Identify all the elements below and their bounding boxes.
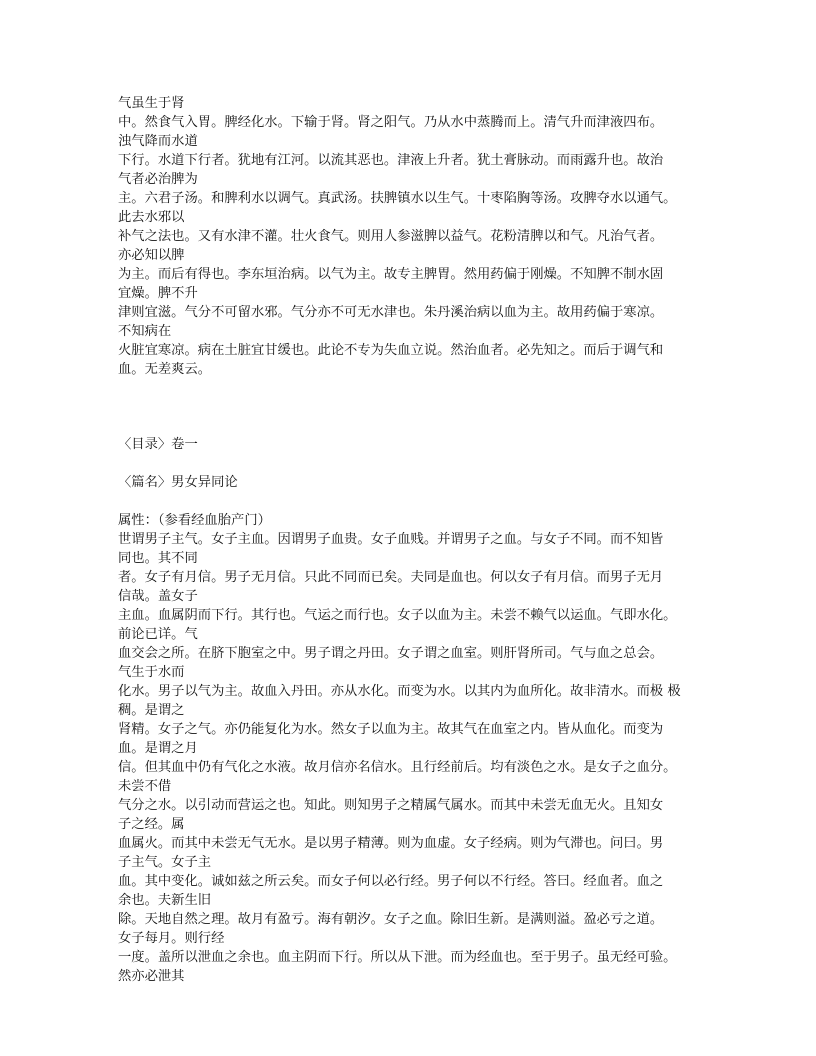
document-page <box>118 94 703 986</box>
text-line: 津则宜滋。气分不可留水邪。气分亦不可无水津也。朱丹溪治病以血为主。故用药偏于寒凉。 <box>118 305 664 320</box>
text-line: 信。但其血中仍有气化之水液。故月信亦名信水。且行经前后。均有淡色之水。是女子之血分。 <box>118 760 677 775</box>
text-line: 主血。血属阴而下行。其行也。气运之而行也。女子以血为主。未尝不赖气以运血。气即水化。 <box>118 608 677 623</box>
text-line: 女子每月。则行经 <box>118 931 225 946</box>
text-line: 中。然食气入胃。脾经化水。下输于肾。肾之阳气。乃从水中蒸腾而上。清气升而津液四布。 <box>118 115 664 130</box>
text-line: 气者必治脾为 <box>118 172 198 187</box>
text-line: 信哉。盖女子 <box>118 589 198 604</box>
text-line: 血属火。而其中未尝无气无水。是以男子精薄。则为血虚。女子经病。则为气滞也。问曰。男 <box>118 836 664 851</box>
text-line: 气分之水。以引动而营运之也。知此。则知男子之精属气属水。而其中未尝无血无火。且知女 <box>118 798 664 813</box>
section-male-female-treatise <box>118 530 703 986</box>
text-line: 化水。男子以气为主。故血入丹田。亦从水化。而变为水。以其内为血所化。故非清水。而极 极 <box>118 684 681 699</box>
chapter-title: 〈篇名〉男女异同论 <box>118 475 238 490</box>
text-line: 亦必知以脾 <box>118 248 185 263</box>
text-line: 主。六君子汤。和脾利水以调气。真武汤。扶脾镇水以生气。十枣陷胸等汤。攻脾夺水以通气。 <box>118 191 677 206</box>
text-line: 世谓男子主气。女子主血。因谓男子血贵。女子血贱。并谓男子之血。与女子不同。而不知皆 <box>118 532 664 547</box>
spacer <box>118 379 703 435</box>
text-line: 下行。水道下行者。犹地有江河。以流其恶也。津液上升者。犹土膏脉动。而雨露升也。故治 <box>118 153 664 168</box>
text-line: 同也。其不同 <box>118 551 198 566</box>
text-line: 气生于水而 <box>118 665 185 680</box>
text-line: 前论已详。气 <box>118 627 198 642</box>
text-line: 浊气降而水道 <box>118 134 198 149</box>
text-line: 血交会之所。在脐下胞室之中。男子谓之丹田。女子谓之血室。则肝肾所司。气与血之总会。 <box>118 646 664 661</box>
text-line: 者。女子有月信。男子无月信。只此不同而已矣。夫同是血也。何以女子有月信。而男子无月 <box>118 570 664 585</box>
catalog-label: 〈目录〉卷一 <box>118 437 198 452</box>
text-line: 血。其中变化。诚如兹之所云矣。而女子何以必行经。男子何以不行经。答曰。经血者。血之 <box>118 874 664 889</box>
text-line: 余也。夫新生旧 <box>118 893 212 908</box>
text-line: 补气之法也。又有水津不灌。壮火食气。则用人参滋脾以益气。花粉清脾以和气。凡治气者。 <box>118 229 664 244</box>
text-line: 此去水邪以 <box>118 210 185 225</box>
text-line: 未尝不借 <box>118 779 172 794</box>
text-line: 血。是谓之月 <box>118 741 198 756</box>
text-line: 一度。盖所以泄血之余也。血主阴而下行。所以从下泄。而为经血也。至于男子。虽无经可验。 <box>118 950 677 965</box>
spacer <box>118 454 703 473</box>
text-line: 子主气。女子主 <box>118 855 212 870</box>
text-line: 火脏宜寒凉。病在土脏宜甘缓也。此论不专为失血立说。然治血者。必先知之。而后于调气和 <box>118 343 664 358</box>
section-qi-treatise <box>118 94 703 379</box>
text-line: 宜燥。脾不升 <box>118 286 198 301</box>
text-line: 子之经。属 <box>118 817 185 832</box>
text-line: 稠。是谓之 <box>118 703 185 718</box>
text-line: 为主。而后有得也。李东垣治病。以气为主。故专主脾胃。然用药偏于刚燥。不知脾不制水固 <box>118 267 664 282</box>
text-line: 然亦必泄其 <box>118 969 185 984</box>
spacer <box>118 492 703 511</box>
text-line: 不知病在 <box>118 324 172 339</box>
text-line: 肾精。女子之气。亦仍能复化为水。然女子以血为主。故其气在血室之内。皆从血化。而变为 <box>118 722 664 737</box>
text-line: 血。无差爽云。 <box>118 362 212 377</box>
text-line: 除。天地自然之理。故月有盈亏。海有朝汐。女子之血。除旧生新。是满则溢。盈必亏之道。 <box>118 912 664 927</box>
attribute-line: 属性：（参看经血胎产门） <box>118 513 271 528</box>
text-line: 气虽生于肾 <box>118 96 185 111</box>
